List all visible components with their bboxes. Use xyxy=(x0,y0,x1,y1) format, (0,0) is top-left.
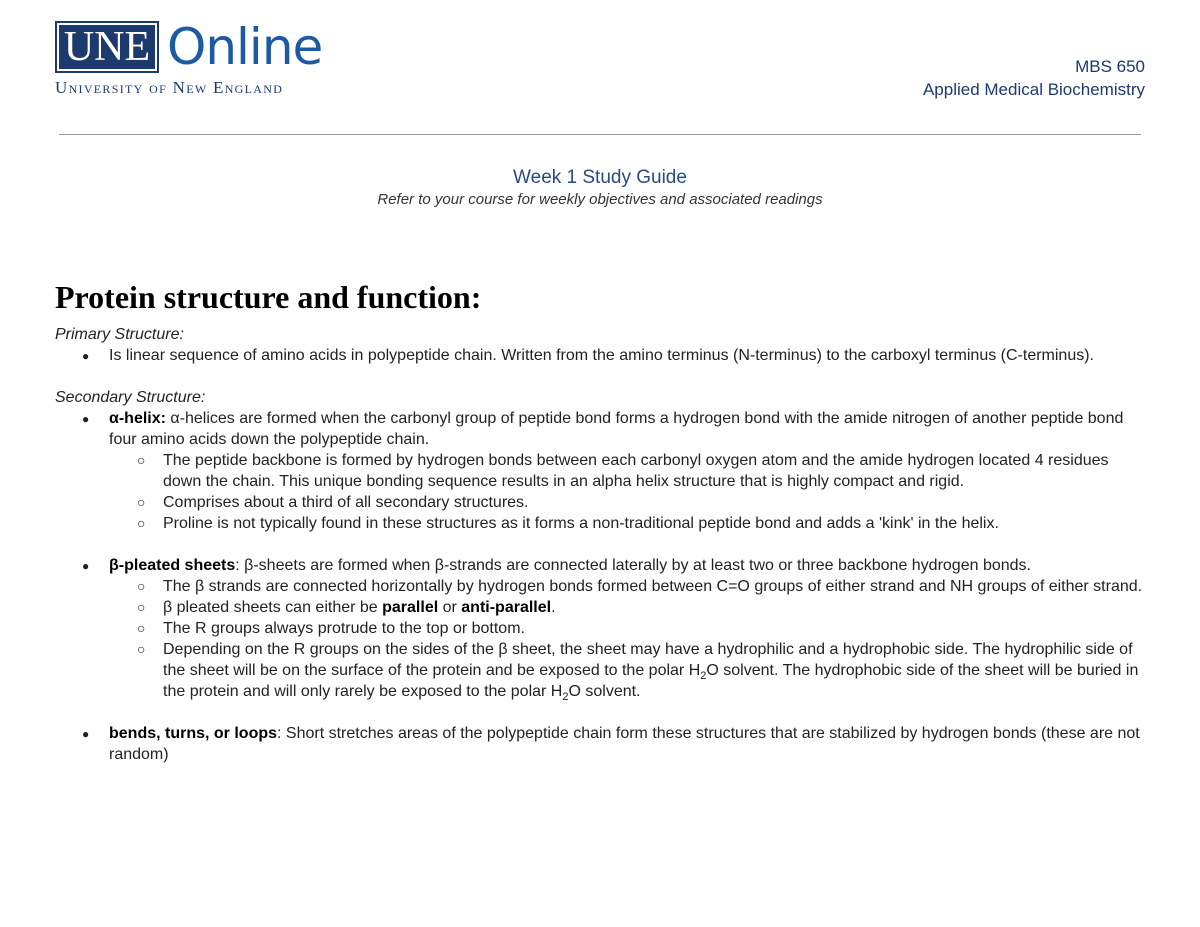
beta-sheet-term: β-pleated sheets xyxy=(109,557,236,574)
list-item: ● Is linear sequence of amino acids in polypeptide chain. Written from the amino terminus (N-terminus) to the carboxyl terminus (C-terminus). xyxy=(55,345,1150,366)
logo-subtitle: University of New England xyxy=(55,78,284,97)
course-name: Applied Medical Biochemistry xyxy=(922,80,1145,99)
bends-text: : Short stretches areas of the polypeptide chain form these structures that are stabilized by hydrogen bonds (these are not random) xyxy=(109,725,1140,763)
alpha-helix-sublist xyxy=(109,450,1150,534)
une-online-logo xyxy=(55,18,323,98)
primary-structure-label: Primary Structure: xyxy=(55,326,184,343)
alpha-helix-text: α-helices are formed when the carbonyl group of peptide bond forms a hydrogen bond with the amide nitrogen of another peptide bond four amino acids down the polypeptide chain. xyxy=(109,410,1124,448)
beta-sheet-item xyxy=(55,555,1150,702)
secondary-structure-label: Secondary Structure: xyxy=(55,389,206,406)
week-subtitle: Refer to your course for weekly objectives and associated readings xyxy=(377,191,823,208)
beta-sheet-text: : β-sheets are formed when β-strands are connected laterally by at least two or three backbone hydrogen bonds. xyxy=(235,557,1031,574)
beta-sheet-sublist xyxy=(109,576,1150,702)
primary-structure-list xyxy=(55,345,1150,366)
secondary-structure-list xyxy=(55,408,1150,534)
bends-list xyxy=(55,723,1150,765)
list-item: ○ The R groups always protrude to the top or bottom. xyxy=(109,618,1150,639)
list-item: ○ Comprises about a third of all secondary structures. xyxy=(109,492,1150,513)
list-item: ○ β pleated sheets can either be parallel or anti-parallel. xyxy=(109,597,1150,618)
alpha-helix-item xyxy=(55,408,1150,534)
header-divider xyxy=(59,134,1141,135)
bends-term: bends, turns, or loops xyxy=(109,725,278,742)
logo-word: Online xyxy=(167,18,323,76)
beta-sheet-list xyxy=(55,555,1150,702)
document-body xyxy=(55,278,1150,765)
list-item: ○ Depending on the R groups on the sides of the β sheet, the sheet may have a hydrophilic and a hydrophobic side. The hydrophilic side of the sheet will be on the surface of the protein and be exposed to the polar $H_2O$ solvent. The hydrophobic side of the sheet will be buried in the protein and will only rarely be exposed to the polar $H_2O$ solvent. xyxy=(109,639,1150,702)
bends-item xyxy=(55,723,1150,765)
course-info xyxy=(923,55,1145,101)
logo-mark: UNE xyxy=(57,23,157,71)
week-title: Week 1 Study Guide xyxy=(513,167,687,188)
title-block xyxy=(0,166,1200,210)
section-heading: Protein structure and function: xyxy=(55,279,482,315)
alpha-helix-term: α-helix: xyxy=(109,410,166,427)
list-item: ○ The β strands are connected horizontally by hydrogen bonds formed between C=O groups of either strand and NH groups of either strand. xyxy=(109,576,1150,597)
course-code: MBS 650 xyxy=(1075,57,1145,76)
list-item: ○ The peptide backbone is formed by hydrogen bonds between each carbonyl oxygen atom and the amide hydrogen located 4 residues down the chain. This unique bonding sequence results in an alpha helix structure that is highly compact and rigid. xyxy=(109,450,1150,492)
list-item: ○ Proline is not typically found in these structures as it forms a non-traditional peptide bond and adds a 'kink' in the helix. xyxy=(109,513,1150,534)
